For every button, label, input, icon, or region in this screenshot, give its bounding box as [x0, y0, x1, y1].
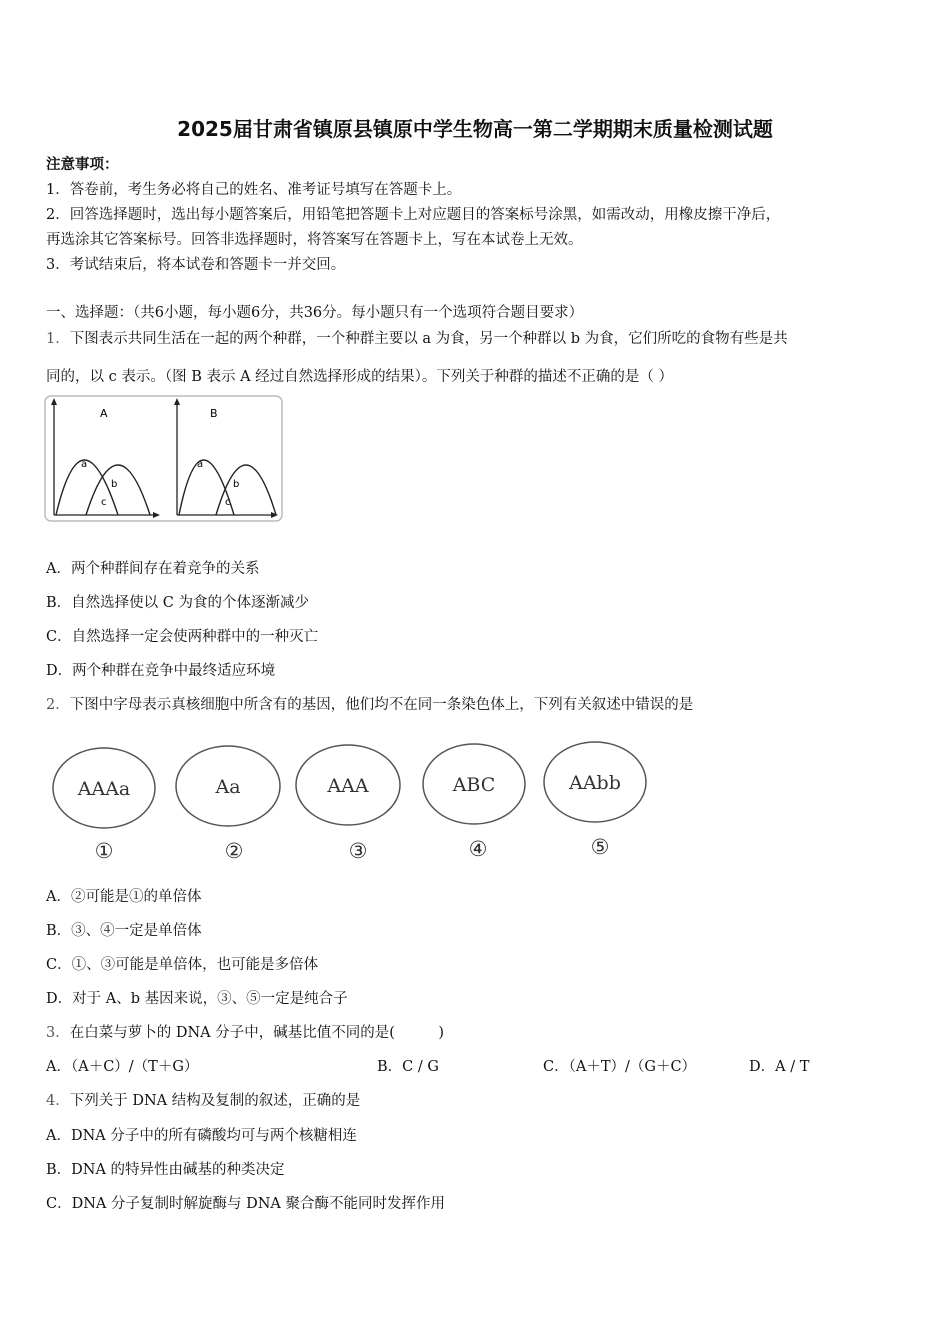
page-title: 2025届甘肃省镇原县镇原中学生物高一第二学期期末质量检测试题 — [177, 117, 773, 141]
notice-item: 再选涂其它答案标号。回答非选择题时，将答案写在答题卡上，写在本试卷上无效。 — [46, 232, 583, 248]
section-heading: 一、选择题：（共6小题，每小题6分，共36分。每小题只有一个选项符合题目要求） — [46, 305, 584, 321]
question-1-line1 — [46, 327, 788, 348]
question-number: 1． — [46, 331, 70, 347]
curve-label: c — [101, 497, 107, 508]
option-b: B．DNA 的特异性由碱基的种类决定 — [46, 1162, 285, 1178]
question-2 — [46, 693, 693, 714]
option-d: D．对于 A、b 基因来说，③、⑤一定是纯合子 — [46, 991, 348, 1007]
notice-item: 3．考试结束后，将本试卷和答题卡一并交回。 — [46, 257, 346, 273]
curve-label: b — [111, 479, 118, 490]
option-b: B．C / G — [377, 1059, 439, 1075]
cell-label: ④ — [468, 837, 488, 861]
panel-label: B — [210, 407, 218, 420]
panel-label: A — [100, 407, 108, 420]
q1-figure — [44, 395, 284, 523]
question-4 — [46, 1089, 360, 1110]
option-c: C．①、③可能是单倍体，也可能是多倍体 — [46, 957, 319, 973]
question-stem: 下图中字母表示真核细胞中所含有的基因，他们均不在同一条染色体上，下列有关叙述中错误的是 — [69, 697, 694, 713]
option-a: A．DNA 分子中的所有磷酸均可与两个核糖相连 — [46, 1128, 357, 1144]
curve-label: a — [197, 459, 204, 470]
curve-label: a — [81, 459, 88, 470]
cell-genes: AAAa — [77, 778, 131, 800]
question-3 — [46, 1021, 444, 1042]
question-stem: 在白菜与萝卜的 DNA 分子中，碱基比值不同的是( ) — [69, 1025, 445, 1041]
notice-item: 1．答卷前，考生务必将自己的姓名、准考证号填写在答题卡上。 — [46, 182, 462, 198]
notice-heading: 注意事项： — [46, 156, 119, 173]
question-stem: 下图表示共同生活在一起的两个种群，一个种群主要以 a 为食，另一个种群以 b 为食，它们所吃的食物有些是共 — [69, 331, 788, 347]
option-a: A．两个种群间存在着竞争的关系 — [46, 561, 260, 577]
cell-genes: Aa — [215, 776, 241, 798]
option-c: C．DNA 分子复制时解旋酶与 DNA 聚合酶不能同时发挥作用 — [46, 1196, 445, 1212]
notice-item: 2．回答选择题时，选出每小题答案后，用铅笔把答题卡上对应题目的答案标号涂黑，如需改动，用橡皮擦干净后， — [46, 207, 781, 223]
cell-genes: AAA — [327, 775, 369, 797]
cell-label: ② — [224, 839, 244, 863]
option-c: C．自然选择一定会使两种群中的一种灭亡 — [46, 629, 319, 645]
cell-genes: ABC — [452, 774, 496, 796]
question-stem: 下列关于 DNA 结构及复制的叙述，正确的是 — [69, 1093, 361, 1109]
cell-label: ③ — [348, 839, 368, 863]
option-b: B．自然选择使以 C 为食的个体逐渐减少 — [46, 595, 309, 611]
question-number: 4． — [46, 1093, 70, 1109]
option-d: D．A / T — [749, 1059, 810, 1075]
cell-genes: AAbb — [569, 772, 621, 794]
cell-label: ⑤ — [590, 835, 610, 859]
option-d: D．两个种群在竞争中最终适应环境 — [46, 663, 276, 679]
question-1-line2: 同的，以 c 表示。（图 B 表示 A 经过自然选择形成的结果）。下列关于种群的描述不正确的是（ ） — [46, 369, 674, 385]
option-a: A．②可能是①的单倍体 — [46, 889, 202, 905]
option-a: A．（A＋C）/（T＋G） — [46, 1059, 199, 1075]
q2-figure — [48, 740, 658, 868]
option-c: C．（A＋T）/（G＋C） — [543, 1059, 697, 1075]
question-number: 2． — [46, 697, 70, 713]
curve-label: c — [225, 497, 231, 508]
curve-label: b — [233, 479, 240, 490]
cell-label: ① — [94, 839, 114, 863]
question-number: 3． — [46, 1025, 70, 1041]
option-b: B．③、④一定是单倍体 — [46, 923, 202, 939]
